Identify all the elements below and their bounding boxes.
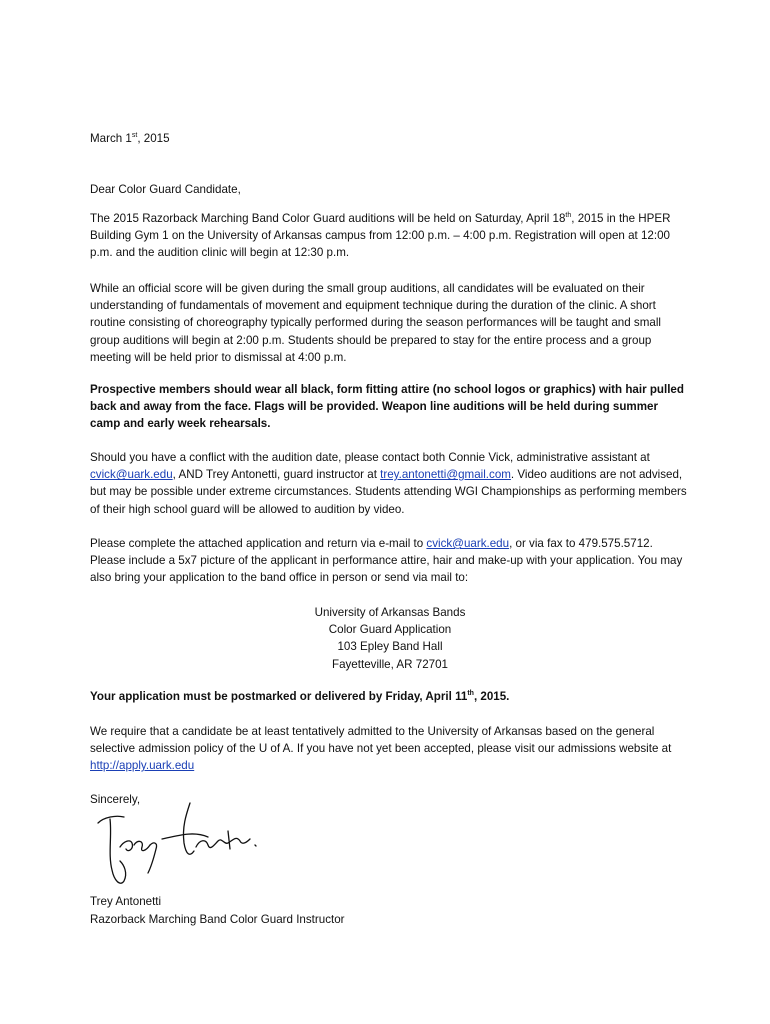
date-ordinal: st — [131, 132, 138, 139]
signature-stroke — [196, 838, 250, 847]
address-line: Fayetteville, AR 72701 — [331, 657, 448, 671]
signature-stroke — [162, 834, 208, 839]
signature-stroke — [120, 841, 132, 851]
signature-stroke — [255, 845, 256, 846]
date-text: March 1 — [90, 132, 132, 145]
signature-stroke — [110, 819, 126, 883]
address-line: Color Guard Application — [328, 623, 452, 637]
admissions-website-link[interactable]: http://apply.uark.edu — [90, 759, 195, 773]
signer-name: Trey Antonetti — [90, 895, 162, 908]
signature-stroke — [228, 831, 230, 849]
paragraph-audition-details: The 2015 Razorback Marching Band Color Guard auditions will be held on Saturday, April 18th, 2015 in the HPER Building Gym 1 on the University of Arkansas campus from 12:00 p.m. – 4:00 p.m. Registration will open at 12:00 p.m. and the audition clinic will begin at 12:30 p.m. — [90, 212, 671, 260]
address-line: University of Arkansas Bands — [314, 606, 466, 619]
deadline-notice: Your application must be postmarked or delivered by Friday, April 11th, 2015. — [90, 690, 510, 703]
signature-stroke — [148, 843, 157, 873]
signature-stroke — [183, 803, 194, 854]
address-line: 103 Epley Band Hall — [337, 640, 443, 654]
signature-stroke — [98, 816, 124, 823]
greeting: Dear Color Guard Candidate, — [90, 183, 241, 196]
paragraph-attire: Prospective members should wear all black, form fitting attire (no school logos or graphics) with hair pulled back and away from the face. Flags will be provided. Weapon line auditions will be held during summer camp and early week rehearsals. — [90, 383, 684, 431]
date-year: , 2015 — [137, 132, 170, 145]
mailing-address — [90, 604, 690, 673]
signature-stroke — [134, 841, 150, 850]
letter-date — [90, 130, 690, 147]
email-link-cvick[interactable]: cvick@uark.edu — [90, 468, 173, 482]
email-link-cvick-application[interactable]: cvick@uark.edu — [426, 537, 510, 550]
closing: Sincerely, — [90, 793, 141, 806]
signer-title: Razorback Marching Band Color Guard Instructor — [90, 913, 345, 926]
email-link-trey[interactable]: trey.antonetti@gmail.com — [380, 468, 511, 482]
paragraph-evaluation: While an official score will be given during the small group auditions, all candidates will be evaluated on their understanding of fundamentals of movement and equipment technique during the duration of the clinic. A short routine consisting of choreography typically performed during the season performances will be taught and small group auditions will begin at 2:00 p.m. Students should be prepared to stay for the entire process and a group meeting will be held prior to dismissal at 4:00 p.m. — [90, 282, 661, 364]
paragraph-conflicts: Should you have a conflict with the audition date, please contact both Connie Vick, administrative assistant at cvick@uark.edu, AND Trey Antonetti, guard instructor at trey.antonetti@gmail.com. Video auditions are not advised, but may be possible under extreme circumstances. Students attending WGI Championships as performing members of their high school guard will be allowed to audition by video. — [90, 451, 687, 516]
paragraph-admission: We require that a candidate be at least tentatively admitted to the University of Arkansas based on the general selective admission policy of the U of A. If you have not yet been accepted, please visit our admissions website at http://apply.uark.edu — [90, 725, 672, 773]
signature-image — [90, 795, 260, 900]
paragraph-application: Please complete the attached application and return via e-mail to cvick@uark.edu, or via fax to 479.575.5712. Please include a 5x7 picture of the applicant in performance attire, hair and make-up with your application. You may also bring your application to the band office in person or send via mail to: — [90, 537, 683, 585]
